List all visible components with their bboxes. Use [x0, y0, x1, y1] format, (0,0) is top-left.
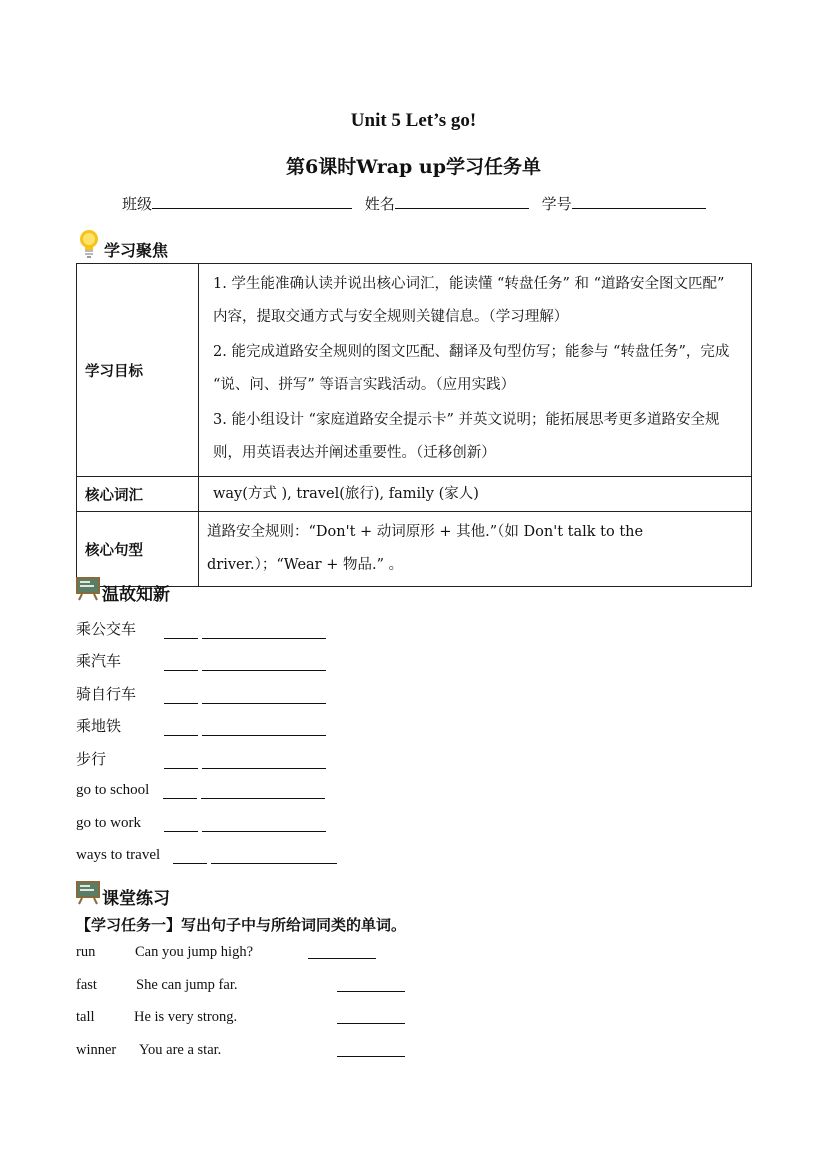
review-row: 骑自行车 — [76, 683, 326, 704]
exercise-sentence: She can jump far. — [136, 977, 238, 993]
answer-blank[interactable] — [202, 817, 326, 832]
answer-blank[interactable] — [337, 1042, 405, 1057]
exercise-sentence: Can you jump high? — [135, 944, 254, 960]
goals-label: 学习目标 — [77, 264, 199, 477]
answer-blank[interactable] — [337, 1009, 405, 1024]
review-row: 乘公交车 — [76, 618, 326, 639]
exercise-row — [76, 1009, 752, 1031]
goal-item: 1. 学生能准确认读并说出核心词汇，能读懂 “转盘任务” 和 “道路安全图文匹配” 内容，提取交通方式与安全规则关键信息。（学习理解） — [213, 276, 725, 325]
given-word: tall — [76, 1009, 95, 1025]
review-row: go to school — [76, 782, 325, 799]
student-info-line — [122, 193, 706, 214]
task1-title: 【学习任务一】写出句子中与所给词同类的单词。 — [76, 916, 407, 934]
exercise-row — [76, 944, 752, 966]
given-word: winner — [76, 1042, 117, 1058]
practice-heading: 课堂练习 — [76, 876, 170, 909]
vocab-label: 核心词汇 — [77, 477, 199, 512]
number-blank[interactable] — [572, 194, 706, 209]
review-row: 乘汽车 — [76, 650, 326, 671]
class-blank[interactable] — [152, 194, 352, 209]
review-row: ways to travel — [76, 847, 337, 864]
given-word: fast — [76, 977, 97, 993]
review-row: 乘地铁 — [76, 715, 326, 736]
pattern-content: 道路安全规则：“Don't + 动词原形 + 其他.”（如 Don't talk to the driver.）；“Wear + 物品.” 。 — [199, 512, 752, 587]
answer-blank[interactable] — [211, 849, 337, 864]
page-subtitle: 第6课时Wrap up学习任务单 — [285, 156, 542, 178]
exercise-sentence: You are a star. — [139, 1042, 222, 1058]
review-row: go to work — [76, 815, 326, 832]
vocab-content: way(方式 ), travel(旅行), family (家人) — [199, 477, 752, 512]
review-heading: 温故知新 — [76, 572, 170, 605]
answer-blank[interactable] — [202, 721, 326, 736]
focus-table — [76, 263, 752, 587]
goals-content — [199, 264, 752, 477]
review-row: 步行 — [76, 748, 326, 769]
answer-blank[interactable] — [202, 624, 326, 639]
name-blank[interactable] — [395, 194, 529, 209]
blackboard-icon — [76, 881, 100, 905]
given-word: run — [76, 944, 96, 960]
answer-blank[interactable] — [201, 784, 325, 799]
exercise-sentence: He is very strong. — [134, 1009, 238, 1025]
pattern-label: 核心句型 — [77, 512, 199, 587]
goal-item: 3. 能小组设计 “家庭道路安全提示卡” 并英文说明；能拓展思考更多道路安全规则，用英语表达并阐述重要性。（迁移创新） — [213, 412, 720, 461]
name-label: 姓名 — [364, 195, 395, 213]
page-title: Unit 5 Let’s go! — [350, 110, 477, 131]
goal-item: 2. 能完成道路安全规则的图文匹配、翻译及句型仿写；能参与 “转盘任务”，完成 “说、问、拼写” 等语言实践活动。（应用实践） — [213, 344, 730, 393]
focus-heading: 学习聚焦 — [78, 226, 168, 261]
lightbulb-icon — [78, 229, 100, 259]
blackboard-icon — [76, 577, 100, 601]
exercise-row — [76, 977, 752, 999]
class-label: 班级 — [122, 195, 153, 213]
answer-blank[interactable] — [337, 977, 405, 992]
answer-blank[interactable] — [202, 689, 326, 704]
exercise-row — [76, 1042, 752, 1064]
answer-blank[interactable] — [202, 656, 326, 671]
number-label: 学号 — [541, 195, 572, 213]
answer-blank[interactable] — [202, 754, 326, 769]
answer-blank[interactable] — [308, 944, 376, 959]
